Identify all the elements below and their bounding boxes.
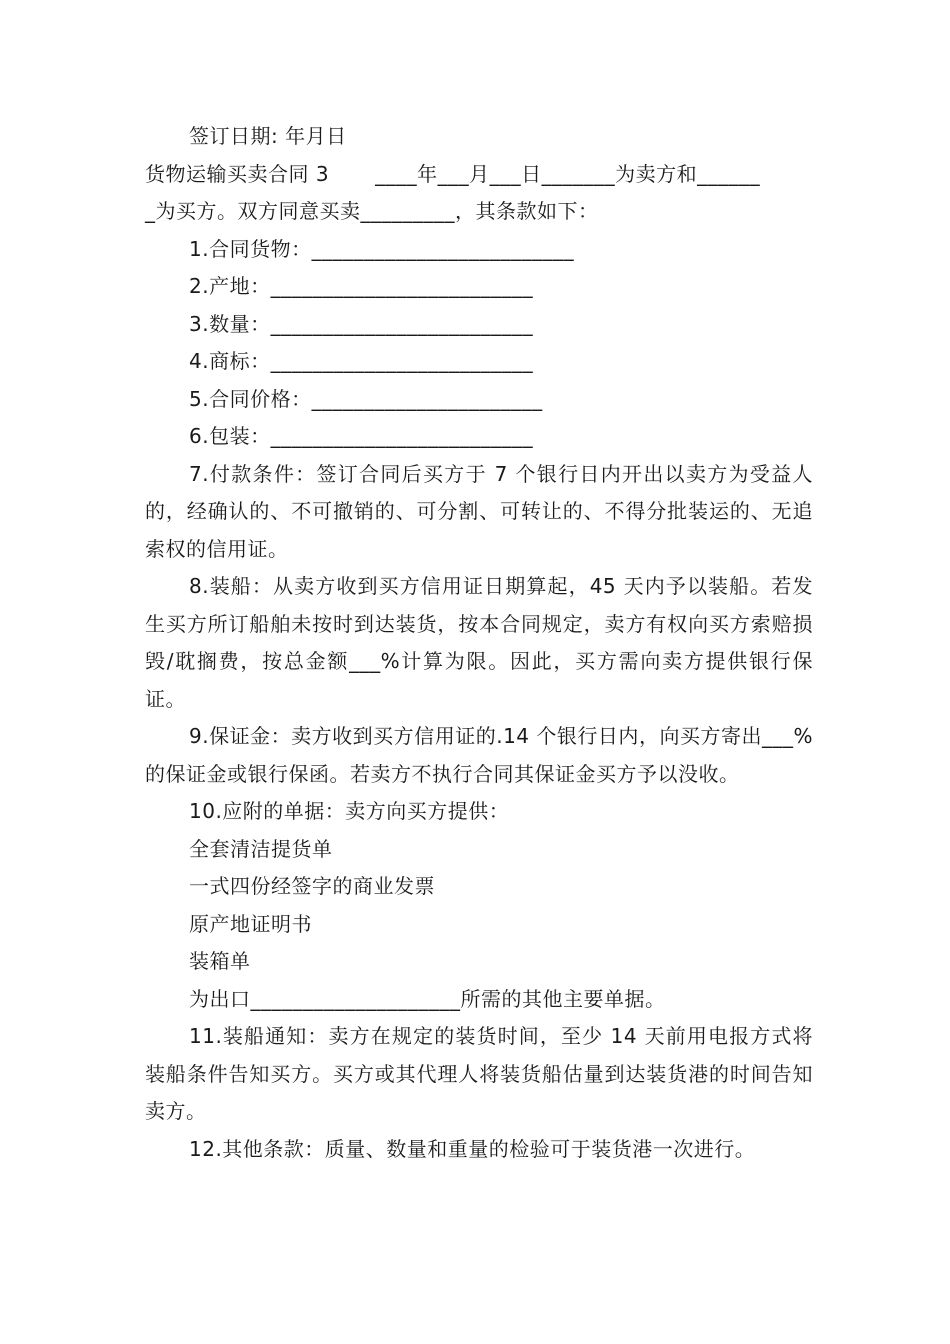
- clause-shipping-notice: 11.装船通知：卖方在规定的装货时间，至少 14 天前用电报方式将装船条件告知买方。买方或其代理人将装货船估量到达装货港的时间告知卖方。: [145, 1024, 813, 1123]
- document-item: 原产地证明书: [189, 911, 312, 936]
- document-item: 全套清洁提货单: [189, 836, 333, 861]
- document-item: 一式四份经签字的商业发票: [189, 874, 435, 898]
- clause-payment: 7.付款条件：签订合同后买方于 7 个银行日内开出以卖方为受益人的，经确认的、不可撤销的、可分割、可转让的、不得分批装运的、无追索权的信用证。: [145, 461, 813, 561]
- clause-shipment: 8.装船：从卖方收到买方信用证日期算起，45 天内予以装船。若发生买方所订船舶未按时到达装货，按本合同规定，卖方有权向买方索赔损毁/耽搁费，按总金额___%计算为限。因此，买方需向卖方提供银行保证。: [145, 574, 813, 711]
- clause-packing: 6.包装：_________________________: [189, 424, 534, 448]
- sign-date: 签订日期: 年月日: [189, 124, 347, 148]
- clause-other-terms: 12.其他条款：质量、数量和重量的检验可于装货港一次进行。: [189, 1136, 756, 1161]
- document-item: 为出口____________________所需的其他主要单据。: [189, 986, 666, 1011]
- clause-price: 5.合同价格：______________________: [189, 386, 543, 411]
- clause-trademark: 4.商标：_________________________: [189, 349, 534, 373]
- title-line: [145, 156, 813, 194]
- contract-title: 货物运输买卖合同 3: [145, 161, 330, 186]
- clause-deposit: 9.保证金：卖方收到买方信用证的.14 个银行日内，向买方寄出___%的保证金或银行保函。若卖方不执行合同其保证金买方予以没收。: [145, 724, 813, 786]
- intro-line-2: _为买方。双方同意买卖_________，其条款如下：: [145, 199, 599, 223]
- document-item: 装箱单: [189, 949, 251, 973]
- clause-goods: 1.合同货物：_________________________: [189, 236, 575, 261]
- contract-body: [145, 118, 813, 1168]
- intro-line-1: ____年___月___日_______为卖方和______: [375, 161, 761, 186]
- clause-documents-heading: 10.应附的单据：卖方向买方提供：: [189, 799, 510, 823]
- clause-quantity: 3.数量：_________________________: [189, 311, 534, 336]
- clause-origin: 2.产地：_________________________: [189, 274, 534, 298]
